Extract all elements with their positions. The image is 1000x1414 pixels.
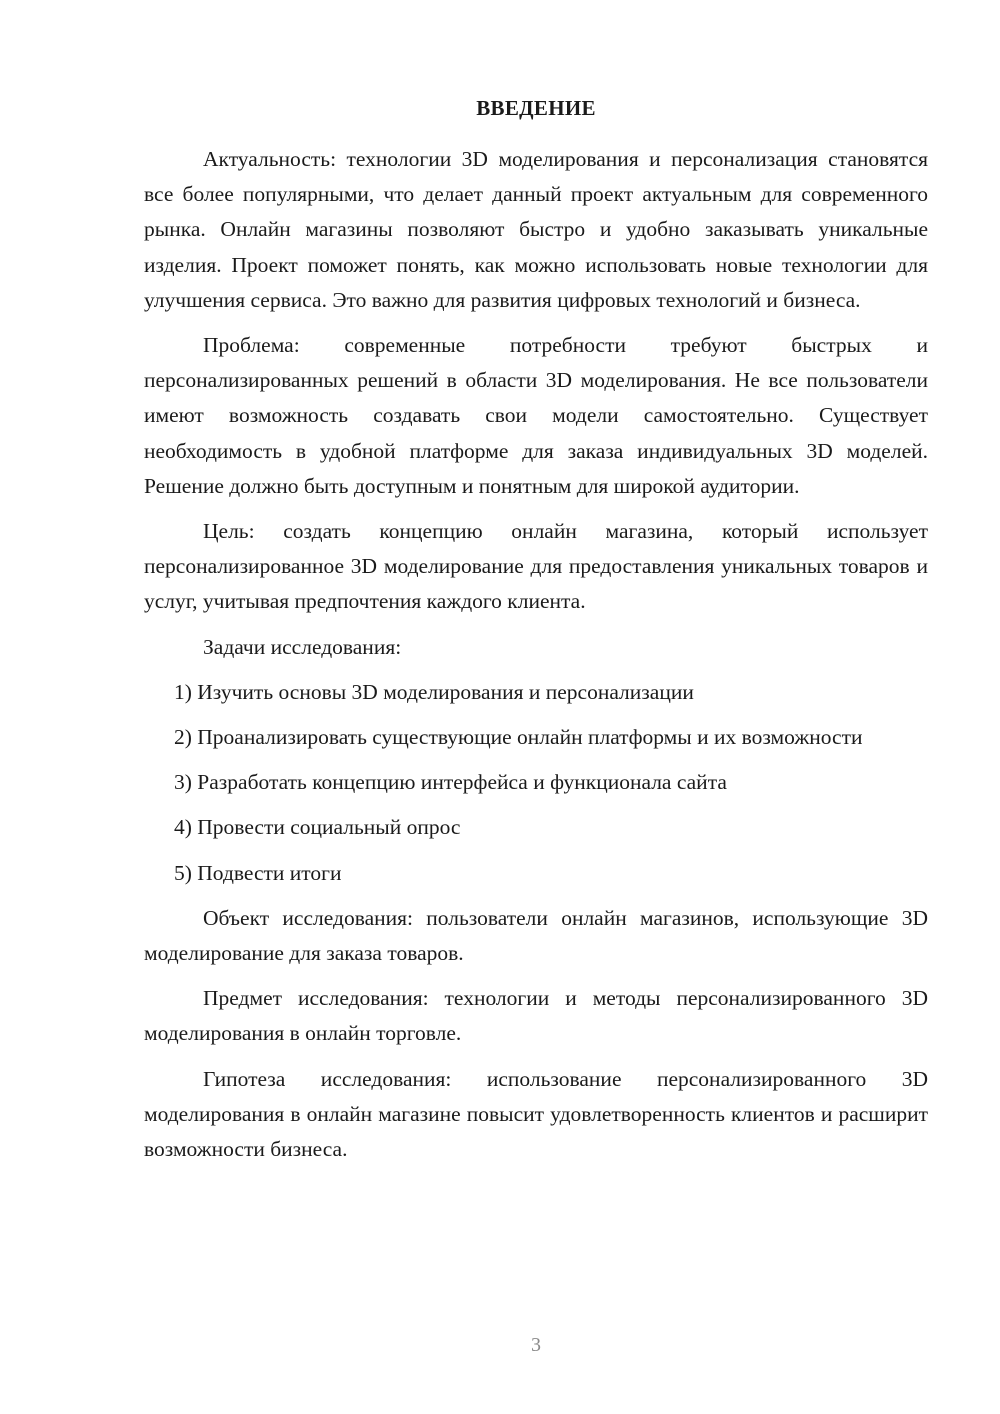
paragraph-hypothesis: Гипотеза исследования: использование персонализированного 3D моделирования в онлайн магазине повысит удовлетворенность клиентов и расширит возможности бизнеса.	[144, 1066, 928, 1162]
paragraph-subject: Предмет исследования: технологии и методы персонализированного 3D моделирования в онлайн торговле.	[144, 986, 928, 1046]
paragraph-goal: Цель: создать концепцию онлайн магазина, который использует персонализированное 3D моделирование для предоставления уникальных товаров и услуг, учитывая предпочтения каждого клиента.	[144, 519, 928, 614]
task-item: 3) Разработать концепцию интерфейса и функционала сайта	[174, 770, 727, 795]
paragraph-relevance: Актуальность: технологии 3D моделирования и персонализация становятся все более популярными, что делает данный проект актуальным для современного рынка. Онлайн магазины позволяют быстро и удобно заказывать уникальные изделия. Проект поможет понять, как можно использовать новые технологии для улучшения сервиса. Это важно для развития цифровых технологий и бизнеса.	[144, 147, 928, 312]
task-item: 1) Изучить основы 3D моделирования и персонализации	[174, 679, 694, 704]
page-title: ВВЕДЕНИЕ	[476, 96, 596, 120]
task-item: 5) Подвести итоги	[174, 860, 342, 885]
tasks-heading: Задачи исследования:	[203, 634, 402, 659]
paragraph-problem: Проблема: современные потребности требуют быстрых и персонализированных решений в области 3D моделирования. Не все пользователи имеют возможность создавать свои модели самостоятельно. Существует необходимость в удобной платформе для заказа индивидуальных 3D моделей. Решение должно быть доступным и понятным для широкой аудитории.	[144, 333, 928, 498]
paragraph-object: Объект исследования: пользователи онлайн магазинов, использующие 3D моделирование для заказа товаров.	[144, 905, 928, 966]
task-item: 2) Проанализировать существующие онлайн платформы и их возможности	[174, 725, 863, 750]
body-text	[144, 142, 928, 1177]
page-number: 3	[531, 1334, 541, 1356]
task-item: 4) Провести социальный опрос	[174, 815, 461, 840]
